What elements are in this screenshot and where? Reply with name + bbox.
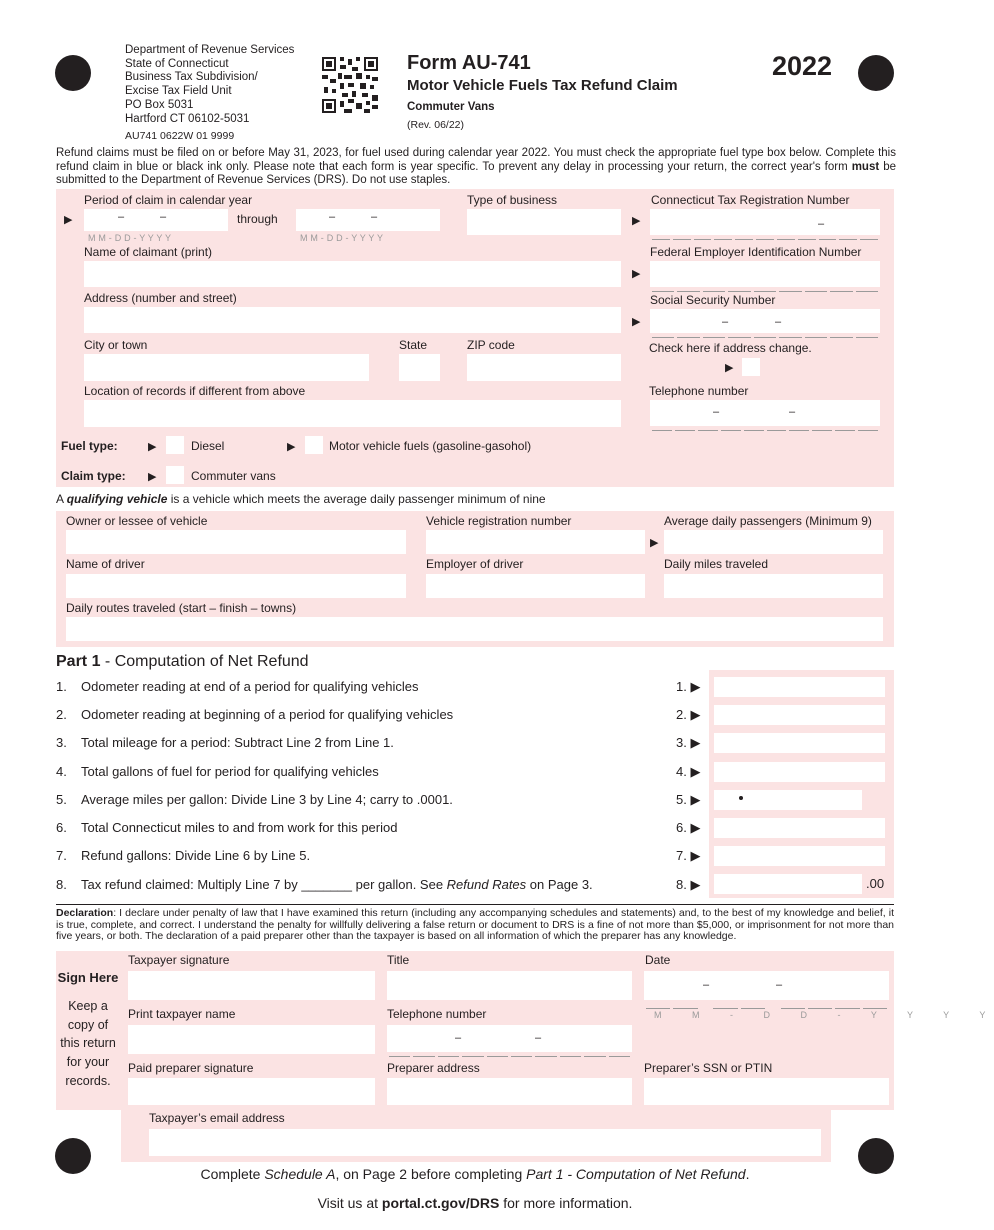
line-4-input[interactable] — [714, 762, 885, 782]
address-field[interactable] — [84, 307, 621, 333]
registration-label: Vehicle registration number — [426, 514, 572, 528]
employer-label: Employer of driver — [426, 557, 524, 571]
arrow-icon: ▶ — [632, 316, 641, 328]
title-label: Title — [387, 953, 410, 967]
line-8: 8. Tax refund claimed: Multiply Line 7 by _______ per gallon. See Refund Rates on Page 3. — [56, 877, 593, 892]
preparer-signature-field[interactable] — [128, 1078, 375, 1105]
footer-website: Visit us at portal.ct.gov/DRS for more information. — [317, 1195, 633, 1211]
ct-tax-reg-field[interactable] — [650, 209, 880, 235]
form-revision: (Rev. 06/22) — [407, 119, 464, 131]
address-change-checkbox[interactable] — [742, 358, 760, 376]
line-1: 1. Odometer reading at end of a period for qualifying vehicles — [56, 679, 419, 694]
daily-miles-field[interactable] — [664, 574, 883, 598]
state-label: State — [399, 338, 428, 352]
form-subtitle: Commuter Vans — [407, 101, 495, 113]
owner-field[interactable] — [66, 530, 406, 554]
fein-label: Federal Employer Identification Number — [650, 245, 862, 259]
employer-field[interactable] — [426, 574, 645, 598]
phone-label: Telephone number — [649, 384, 749, 398]
line-7-input[interactable] — [714, 846, 885, 866]
line-4: 4. Total gallons of fuel for period for qualifying vehicles — [56, 764, 379, 779]
address-change-label: Check here if address change. — [649, 341, 812, 355]
period-end-field[interactable] — [296, 209, 440, 231]
line-2-ref: 2. ▶ — [676, 707, 701, 722]
commuter-vans-label: Commuter vans — [191, 469, 276, 483]
qr-code — [322, 57, 378, 113]
arrow-icon: ▶ — [287, 441, 296, 453]
records-location-field[interactable] — [84, 400, 621, 427]
line-5-input[interactable] — [714, 790, 862, 810]
date-label: Date — [645, 953, 671, 967]
print-name-label: Print taxpayer name — [128, 1007, 236, 1021]
preparer-ssn-label: Preparer’s SSN or PTIN — [644, 1061, 773, 1075]
declaration-rule — [56, 904, 894, 905]
claimant-name-field[interactable] — [84, 261, 621, 287]
line-6-ref: 6. ▶ — [676, 820, 701, 835]
date-field[interactable] — [644, 971, 889, 1000]
line-8-input[interactable] — [714, 874, 862, 894]
arrow-icon: ▶ — [148, 441, 157, 453]
part1-title: Part 1 - Computation of Net Refund — [56, 653, 309, 670]
line-2-input[interactable] — [714, 705, 885, 725]
line-6: 6. Total Connecticut miles to and from work for this period — [56, 820, 398, 835]
ct-tax-reg-label: Connecticut Tax Registration Number — [651, 193, 850, 207]
line-5-ref: 5. ▶ — [676, 792, 701, 807]
diesel-label: Diesel — [191, 439, 225, 453]
ssn-label: Social Security Number — [650, 293, 776, 307]
arrow-icon: ▶ — [632, 215, 641, 227]
taxpayer-signature-field[interactable] — [128, 971, 375, 1000]
city-field[interactable] — [84, 354, 369, 381]
line-3-input[interactable] — [714, 733, 885, 753]
line-7-ref: 7. ▶ — [676, 848, 701, 863]
form-title: Motor Vehicle Fuels Tax Refund Claim — [407, 77, 678, 94]
preparer-ssn-field[interactable] — [644, 1078, 889, 1105]
address-label: Address (number and street) — [84, 291, 237, 305]
line-1-ref: 1. ▶ — [676, 679, 701, 694]
owner-label: Owner or lessee of vehicle — [66, 514, 208, 528]
routes-label: Daily routes traveled (start – finish – towns) — [66, 601, 297, 615]
sign-telephone-label: Telephone number — [387, 1007, 487, 1021]
line-1-input[interactable] — [714, 677, 885, 697]
preparer-address-label: Preparer address — [387, 1061, 480, 1075]
city-label: City or town — [84, 338, 148, 352]
line-4-ref: 4. ▶ — [676, 764, 701, 779]
claim-type-label: Claim type: — [61, 469, 126, 483]
fuel-type-label: Fuel type: — [61, 439, 118, 453]
sign-telephone-field[interactable] — [387, 1025, 632, 1052]
arrow-icon: ▶ — [725, 362, 734, 374]
zip-label: ZIP code — [467, 338, 515, 352]
period-label: Period of claim in calendar year — [84, 193, 253, 207]
keep-copy-note: Keep a copy of this return for your records. — [60, 999, 116, 1088]
print-name-field[interactable] — [128, 1025, 375, 1054]
form-code: AU741 0622W 01 9999 — [125, 130, 235, 142]
registration-field[interactable] — [426, 530, 645, 554]
daily-miles-label: Daily miles traveled — [664, 557, 769, 571]
claimant-name-label: Name of claimant (print) — [84, 245, 213, 259]
through-label: through — [237, 212, 278, 226]
decimal-point — [739, 796, 743, 800]
period-start-field[interactable] — [84, 209, 228, 231]
driver-label: Name of driver — [66, 557, 145, 571]
line-6-input[interactable] — [714, 818, 885, 838]
phone-field[interactable] — [650, 400, 880, 426]
gasoline-checkbox[interactable] — [305, 436, 323, 454]
type-of-business-field[interactable] — [467, 209, 621, 235]
avg-passengers-field[interactable] — [664, 530, 883, 554]
date-hint: M M - D D - Y Y Y Y — [654, 1010, 994, 1020]
type-of-business-label: Type of business — [467, 193, 558, 207]
driver-field[interactable] — [66, 574, 406, 598]
avg-passengers-label: Average daily passengers (Minimum 9) — [664, 514, 872, 528]
gasoline-label: Motor vehicle fuels (gasoline-gasohol) — [329, 439, 532, 453]
fein-field[interactable] — [650, 261, 880, 287]
title-field[interactable] — [387, 971, 632, 1000]
arrow-icon: ▶ — [632, 268, 641, 280]
line-7: 7. Refund gallons: Divide Line 6 by Line 5. — [56, 848, 311, 863]
registration-mark-top-left — [55, 55, 91, 91]
sign-here-label: Sign Here — [57, 970, 119, 985]
form-number: Form AU-741 — [407, 52, 531, 74]
qualifying-vehicle-note: A qualifying vehicle is a vehicle which meets the average daily passenger minimum of nine — [56, 492, 546, 506]
declaration-text: Declaration: I declare under penalty of law that I have examined this return (including any accompanying schedules and statements) and, to the best of my knowledge and belief, it is true, complete, and correct. I understand the penalty for willfully delivering a false return or document to DRS is a fine of not more than $5,000, or imprisonment for not more than five years, or both. The declaration of a paid preparer other than the taxpayer is based on all information of which the preparer has any knowledge. — [56, 907, 894, 943]
email-field[interactable] — [149, 1129, 821, 1156]
line-2: 2. Odometer reading at beginning of a period for qualifying vehicles — [56, 707, 454, 722]
registration-mark-top-right — [858, 55, 894, 91]
preparer-signature-label: Paid preparer signature — [128, 1061, 254, 1075]
zip-field[interactable] — [467, 354, 621, 381]
period-end-hint: M M - D D - Y Y Y Y — [300, 233, 384, 243]
routes-field[interactable] — [66, 617, 883, 641]
agency-address: Department of Revenue Services State of Connecticut Business Tax Subdivision/ Excise Tax Field Unit PO Box 5031 Hartford CT 06102-5031 — [125, 44, 295, 125]
taxpayer-signature-label: Taxpayer signature — [128, 953, 230, 967]
line-3-ref: 3. ▶ — [676, 735, 701, 750]
diesel-checkbox[interactable] — [166, 436, 184, 454]
intro-text: Refund claims must be filed on or before May 31, 2023, for fuel used during calendar year 2022. You must check the appropriate fuel type box below. Complete this refund claim in blue or black ink only. Please note that each form is year specific. To prevent any delay in processing your return, the correct year's form must be submitted to the Department of Revenue Services (DRS). Do not use staples. — [56, 147, 896, 186]
records-location-label: Location of records if different from above — [84, 384, 306, 398]
website-link[interactable]: portal.ct.gov/DRS — [381, 1195, 500, 1211]
arrow-icon: ▶ — [650, 537, 659, 549]
state-field[interactable] — [399, 354, 440, 381]
arrow-icon: ▶ — [64, 214, 73, 226]
commuter-vans-checkbox[interactable] — [166, 466, 184, 484]
preparer-address-field[interactable] — [387, 1078, 632, 1105]
line-5: 5. Average miles per gallon: Divide Line 3 by Line 4; carry to .0001. — [56, 792, 453, 807]
cents-label: .00 — [866, 876, 885, 891]
line-8-ref: 8. ▶ — [676, 877, 701, 892]
line-3: 3. Total mileage for a period: Subtract Line 2 from Line 1. — [56, 735, 394, 750]
period-start-hint: M M - D D - Y Y Y Y — [88, 233, 172, 243]
email-label: Taxpayer’s email address — [149, 1111, 285, 1125]
ssn-field[interactable] — [650, 309, 880, 333]
footer-note: Complete Schedule A, on Page 2 before completing Part 1 - Computation of Net Refund. — [200, 1166, 750, 1182]
form-year: 2022 — [772, 51, 833, 81]
arrow-icon: ▶ — [148, 471, 157, 483]
